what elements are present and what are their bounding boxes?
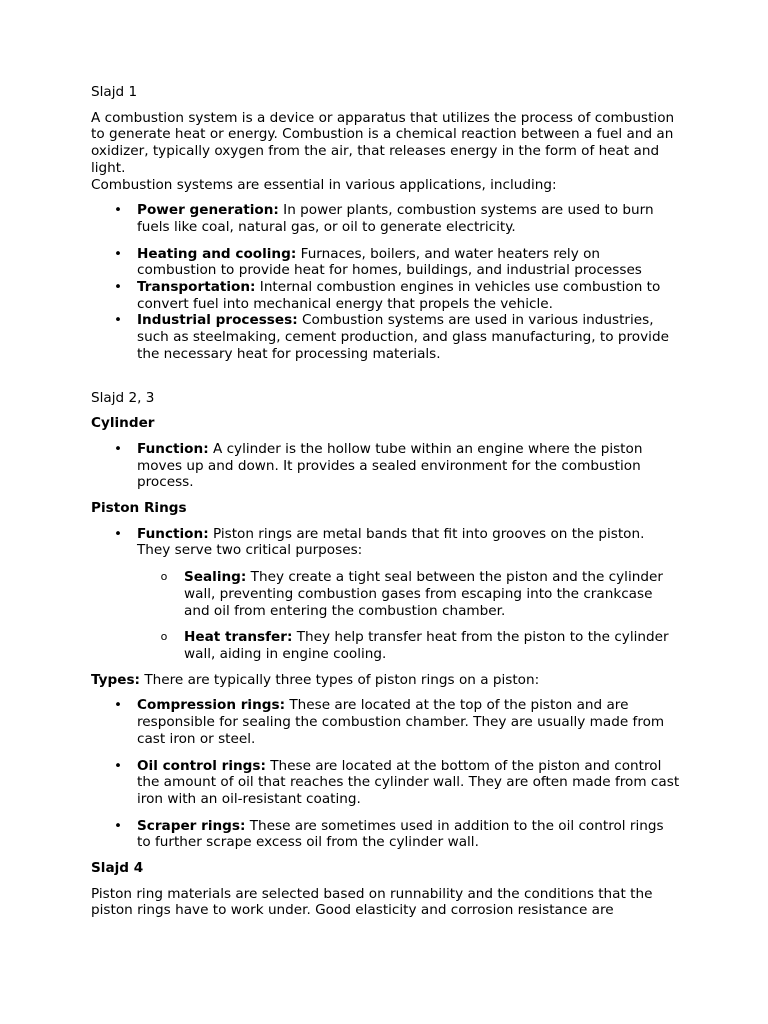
bullet-icon: • xyxy=(113,525,123,542)
item-term: Function: xyxy=(137,440,209,457)
list-item xyxy=(91,758,681,808)
sub-list-item xyxy=(91,569,681,619)
cylinder-title-text: Cylinder xyxy=(91,415,155,432)
item-text: Piston rings are metal bands that fit into grooves on the piston. They serve two critical purposes: xyxy=(137,525,645,559)
rings-title-text: Piston Rings xyxy=(91,500,187,517)
item-term: Industrial processes: xyxy=(137,312,298,329)
slide1-intro2: Combustion systems are essential in various applications, including: xyxy=(91,176,557,193)
item-term: Heating and cooling: xyxy=(137,245,297,262)
applications-list xyxy=(91,202,681,362)
item-term: Sealing: xyxy=(184,569,247,586)
item-text: Combustion systems are used in various industries, such as steelmaking, cement production, and glass manufacturing, to provide the necessary heat for processing materials. xyxy=(137,312,669,362)
circle-bullet-icon: o xyxy=(160,630,168,644)
item-text: These are located at the bottom of the piston and control the amount of oil that reaches the cylinder wall. They are often made from cast iron with an oil-resistant coating. xyxy=(137,757,680,807)
list-item xyxy=(91,818,681,851)
list-item xyxy=(91,441,681,491)
slide1-heading: Slajd 1 xyxy=(91,84,138,100)
item-term: Heat transfer: xyxy=(184,629,293,646)
item-text: Internal combustion engines in vehicles use combustion to convert fuel into mechanical energy that propels the vehicle. xyxy=(137,279,661,312)
item-text: In power plants, combustion systems are used to burn fuels like coal, natural gas, or oil to generate electricity. xyxy=(137,202,654,235)
item-text: They help transfer heat from the piston to the cylinder wall, aiding in engine cooling. xyxy=(184,629,669,662)
bullet-icon: • xyxy=(113,757,123,774)
slide4-heading-text: Slajd 4 xyxy=(91,860,144,877)
slide23-heading: Slajd 2, 3 xyxy=(91,389,155,406)
item-term: Power generation: xyxy=(137,202,279,219)
bullet-icon: • xyxy=(113,697,123,714)
rings-title xyxy=(91,500,681,517)
list-item xyxy=(91,697,681,747)
item-term: Scraper rings: xyxy=(137,817,246,834)
slide4-heading xyxy=(91,860,681,877)
cylinder-title xyxy=(91,415,681,432)
item-term: Compression rings: xyxy=(137,697,286,714)
item-text: They create a tight seal between the piston and the cylinder wall, preventing combustion gases from escaping into the crankcase and oil from entering the combustion chamber. xyxy=(184,569,663,619)
bullet-icon: • xyxy=(113,817,123,834)
list-item xyxy=(91,202,681,235)
item-text: A cylinder is the hollow tube within an engine where the piston moves up and down. It provides a sealed environment for the combustion process. xyxy=(137,440,643,491)
types-term: Types: xyxy=(91,671,140,688)
document-page xyxy=(91,84,681,919)
slide4-text: Piston ring materials are selected based on runnability and the conditions that the piston rings have to work under. Good elasticity and corrosion resistance are xyxy=(91,885,653,919)
bullet-icon: • xyxy=(113,279,123,296)
item-text: These are sometimes used in addition to the oil control rings to further scrape excess oil from the cylinder wall. xyxy=(137,817,664,851)
list-item xyxy=(91,312,681,362)
list-item xyxy=(91,526,681,559)
bullet-icon: • xyxy=(113,245,123,262)
slide1-intro: A combustion system is a device or apparatus that utilizes the process of combustion to generate heat or energy. Combustion is a chemical reaction between a fuel and an oxidizer, typically oxygen from the air, that releases energy in the form of heat and light. xyxy=(91,109,675,176)
types-text: There are typically three types of piston rings on a piston: xyxy=(140,671,540,688)
item-text: Furnaces, boilers, and water heaters rely on combustion to provide heat for homes, buildings, and industrial processes xyxy=(137,245,642,279)
item-term: Function: xyxy=(137,525,209,542)
list-item xyxy=(91,246,681,279)
item-term: Transportation: xyxy=(137,279,256,296)
item-text: These are located at the top of the piston and are responsible for sealing the combustion chamber. They are usually made from cast iron or steel. xyxy=(137,697,665,747)
cylinder-list xyxy=(91,441,681,491)
sub-list-item xyxy=(91,629,681,662)
bullet-icon: • xyxy=(113,440,123,457)
types-intro xyxy=(91,672,681,689)
item-term: Oil control rings: xyxy=(137,757,266,774)
types-list xyxy=(91,697,681,851)
circle-bullet-icon: o xyxy=(160,570,168,584)
list-item xyxy=(91,279,681,312)
bullet-icon: • xyxy=(113,312,123,329)
bullet-icon: • xyxy=(113,202,123,219)
rings-list xyxy=(91,526,681,663)
